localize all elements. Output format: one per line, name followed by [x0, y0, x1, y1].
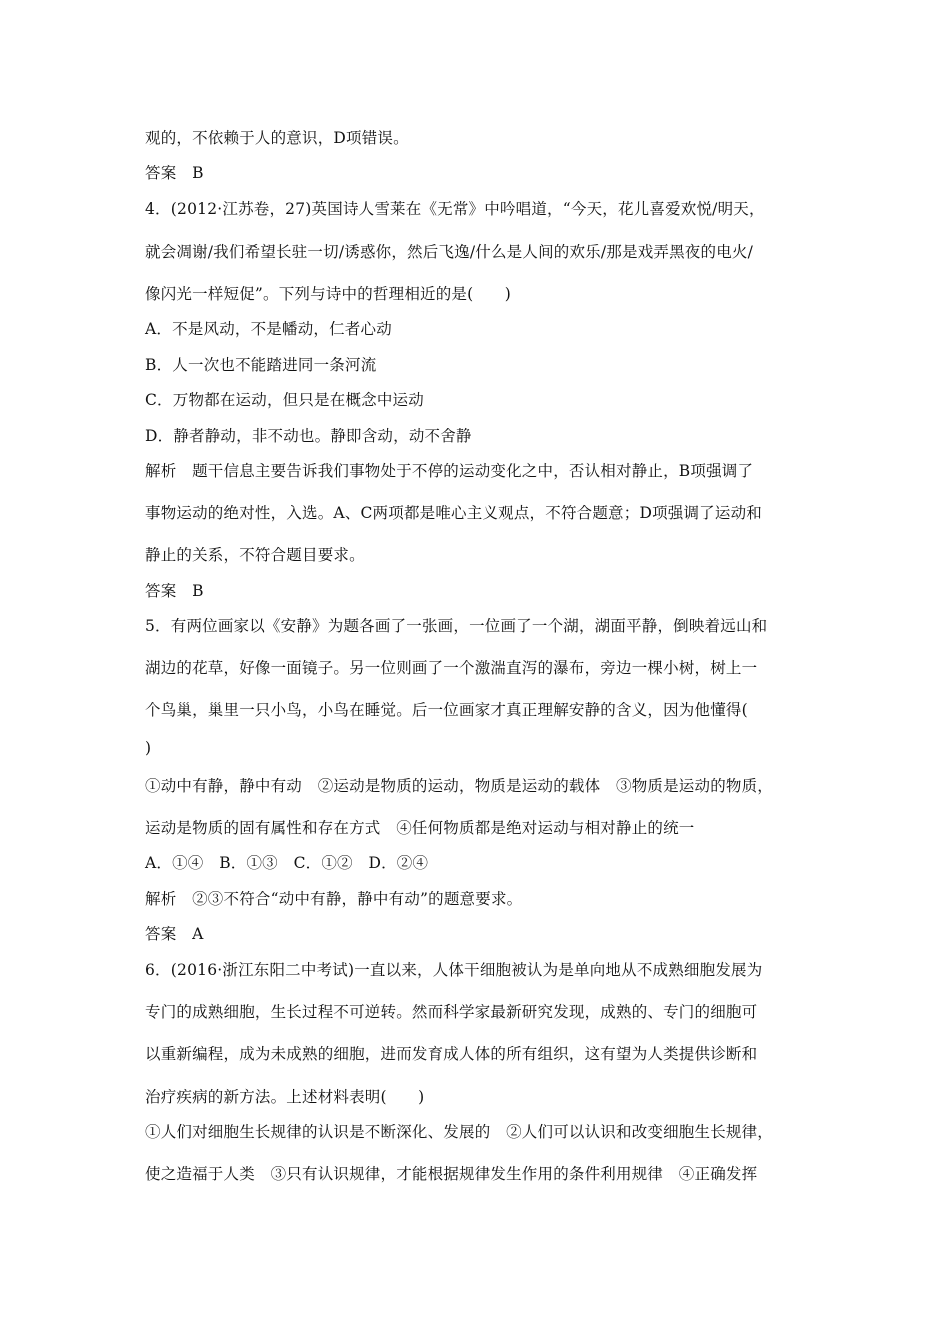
text-line: 观的，不依赖于人的意识，D项错误。	[145, 129, 409, 147]
analysis-line: 解析 题干信息主要告诉我们事物处于不停的运动变化之中，否认相对静止，B项强调了	[145, 462, 754, 480]
question-5-items: 运动是物质的固有属性和存在方式 ④任何物质都是绝对运动与相对静止的统一	[145, 819, 695, 837]
answer-line: 答案 B	[145, 582, 204, 600]
question-6-items: 使之造福于人类 ③只有认识规律，才能根据规律发生作用的条件利用规律 ④正确发挥	[145, 1165, 758, 1183]
option-b: B．人一次也不能踏进同一条河流	[145, 356, 377, 374]
question-5-stem: 5．有两位画家以《安静》为题各画了一张画，一位画了一个湖，湖面平静，倒映着远山和	[145, 617, 768, 635]
question-6-stem: 治疗疾病的新方法。上述材料表明( )	[145, 1088, 425, 1106]
option-a: A．不是风动，不是幡动，仁者心动	[145, 320, 392, 338]
analysis-line: 解析 ②③不符合“动中有静，静中有动”的题意要求。	[145, 890, 523, 908]
question-6-stem: 6．(2016·浙江东阳二中考试)一直以来，人体干细胞被认为是单向地从不成熟细胞发展为	[145, 961, 763, 979]
question-4-stem: 像闪光一样短促”。下列与诗中的哲理相近的是( )	[145, 285, 512, 303]
question-5-stem: 湖边的花草，好像一面镜子。另一位则画了一个激湍直泻的瀑布，旁边一棵小树，树上一	[145, 659, 758, 677]
question-6-stem: 以重新编程，成为未成熟的细胞，进而发育成人体的所有组织，这有望为人类提供诊断和	[145, 1045, 758, 1063]
question-5-stem: 个鸟巢，巢里一只小鸟，小鸟在睡觉。后一位画家才真正理解安静的含义，因为他懂得(	[145, 701, 748, 719]
question-5-items: ①动中有静，静中有动 ②运动是物质的运动，物质是运动的载体 ③物质是运动的物质，	[145, 777, 774, 795]
question-6-stem: 专门的成熟细胞，生长过程不可逆转。然而科学家最新研究发现，成熟的、专门的细胞可	[145, 1003, 758, 1021]
question-4-stem: 4．(2012·江苏卷，27)英国诗人雪莱在《无常》中吟唱道，“今天，花儿喜爱欢悦/明天，	[145, 200, 765, 218]
analysis-line: 事物运动的绝对性，入选。A、C两项都是唯心主义观点，不符合题意；D项强调了运动和	[145, 504, 762, 522]
option-d: D．静者静动，非不动也。静即含动，动不舍静	[145, 427, 472, 445]
question-4-stem: 就会凋谢/我们希望长驻一切/诱惑你，然后飞逸/什么是人间的欢乐/那是戏弄黑夜的电火/	[145, 243, 754, 261]
answer-line: 答案 B	[145, 164, 204, 182]
question-5-stem: )	[145, 739, 152, 757]
option-c: C．万物都在运动，但只是在概念中运动	[145, 391, 424, 409]
answer-line: 答案 A	[145, 925, 204, 943]
question-5-options: A．①④ B．①③ C．①② D．②④	[145, 854, 429, 872]
analysis-line: 静止的关系，不符合题目要求。	[145, 546, 365, 564]
question-6-items: ①人们对细胞生长规律的认识是不断深化、发展的 ②人们可以认识和改变细胞生长规律，	[145, 1123, 774, 1141]
